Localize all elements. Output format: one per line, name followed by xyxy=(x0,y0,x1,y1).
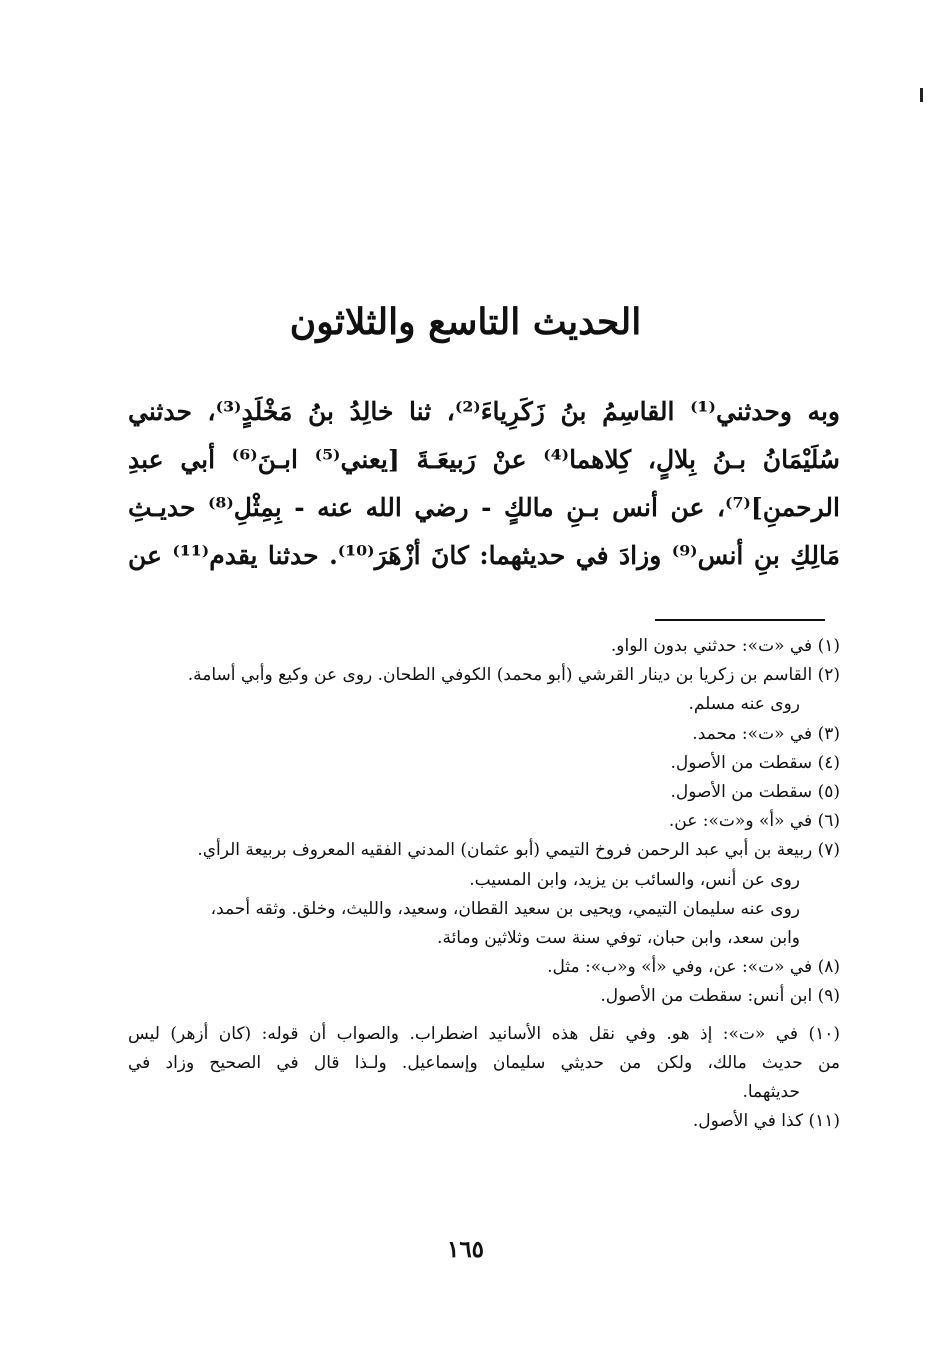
footnote-8 xyxy=(128,953,840,982)
footnote-7 xyxy=(128,836,840,953)
hadith-text xyxy=(128,388,840,580)
footnote-4 xyxy=(128,749,840,778)
page-number: ١٦٥ xyxy=(446,1236,485,1263)
footnotes xyxy=(128,632,840,1136)
footnote-10 xyxy=(128,1020,840,1108)
footnote-line: (٥) سقطت من الأصول. xyxy=(670,782,840,803)
footnote-line: (٧) ربيعة بن أبي عبد الرحمن فروخ التيمي (أبو عثمان) المدني الفقيه المعروف بربيعة الرأي. xyxy=(197,840,840,861)
footnote-line: روى عن أنس، والسائب بن يزيد، وابن المسيب. xyxy=(469,869,800,890)
hadith-line: الرحمنِ]⁽⁷⁾، عن أنس بـنِ مالكٍ - رضي الله عنه - بِمِثْلِ⁽⁸⁾ حديـثِ xyxy=(128,493,840,522)
footnote-line: (٨) في «ت»: عن، وفي «أ» و«ب»: مثل. xyxy=(547,957,840,978)
footnote-line: (١٠) في «ت»: إذ هو. وفي نقل هذه الأسانيد اضطراب. والصواب أن قوله: (كان أزهر) ليس xyxy=(128,1023,840,1044)
footnote-line: (٦) في «أ» و«ت»: عن. xyxy=(668,811,840,832)
footnote-line: (٢) القاسم بن زكريا بن دينار القرشي (أبو محمد) الكوفي الطحان. روى عن وكيع وأبي أسامة. xyxy=(187,665,840,686)
hadith-line: سُلَيْمَانُ بـنُ بِلالٍ، كِلاهما⁽⁴⁾ عنْ رَبيعَـةَ [يعني⁽⁵⁾ ابـنَ⁽⁶⁾ أبي عبدِ xyxy=(128,445,841,474)
footnote-line: روى عنه سليمان التيمي، ويحيى بن سعيد القطان، وسعيد، والليث، وخلق. وثقه أحمد، xyxy=(210,898,800,919)
footnote-line: (١١) كذا في الأصول. xyxy=(692,1111,840,1132)
footnote-line: من حديث مالك، ولكن من حديثي سليمان وإسماعيل. ولـذا قال في الصحيح وزاد في xyxy=(128,1052,840,1073)
footnote-6 xyxy=(128,807,840,836)
footnote-line: حديثهما. xyxy=(742,1082,800,1103)
footnote-line: (١) في «ت»: حدثني بدون الواو. xyxy=(610,636,840,656)
footnote-1 xyxy=(128,632,840,661)
footnote-line: (٤) سقطت من الأصول. xyxy=(670,752,840,773)
hadith-line: وبه وحدثني⁽¹⁾ القاسِمُ بنُ زَكَرِياءَ⁽²⁾، ثنا خالِدُ بنُ مَخْلَدٍ⁽³⁾، حدثني xyxy=(128,397,840,426)
footnote-5 xyxy=(128,778,840,807)
footnote-9 xyxy=(128,982,840,1011)
hadith-title: الحديث التاسع والثلاثون xyxy=(289,301,642,343)
scan-mark xyxy=(920,88,923,102)
footnote-3 xyxy=(128,720,840,749)
footnote-line: (٣) في «ت»: محمد. xyxy=(692,723,840,744)
hadith-line: مَالِكِ بنِ أنس⁽⁹⁾ وزادَ في حديثهما: كانَ أزْهَرَ⁽¹⁰⁾. حدثنا يقدم⁽¹¹⁾ عن xyxy=(128,541,840,570)
footnote-2 xyxy=(128,661,840,719)
footnote-11 xyxy=(128,1107,840,1136)
footnote-line: روى عنه مسلم. xyxy=(688,694,800,715)
footnote-separator xyxy=(655,619,825,621)
footnote-line: وابن سعد، وابن حبان، توفي سنة ست وثلاثين ومائة. xyxy=(437,928,800,949)
footnote-line: (٩) ابن أنس: سقطت من الأصول. xyxy=(600,986,840,1007)
